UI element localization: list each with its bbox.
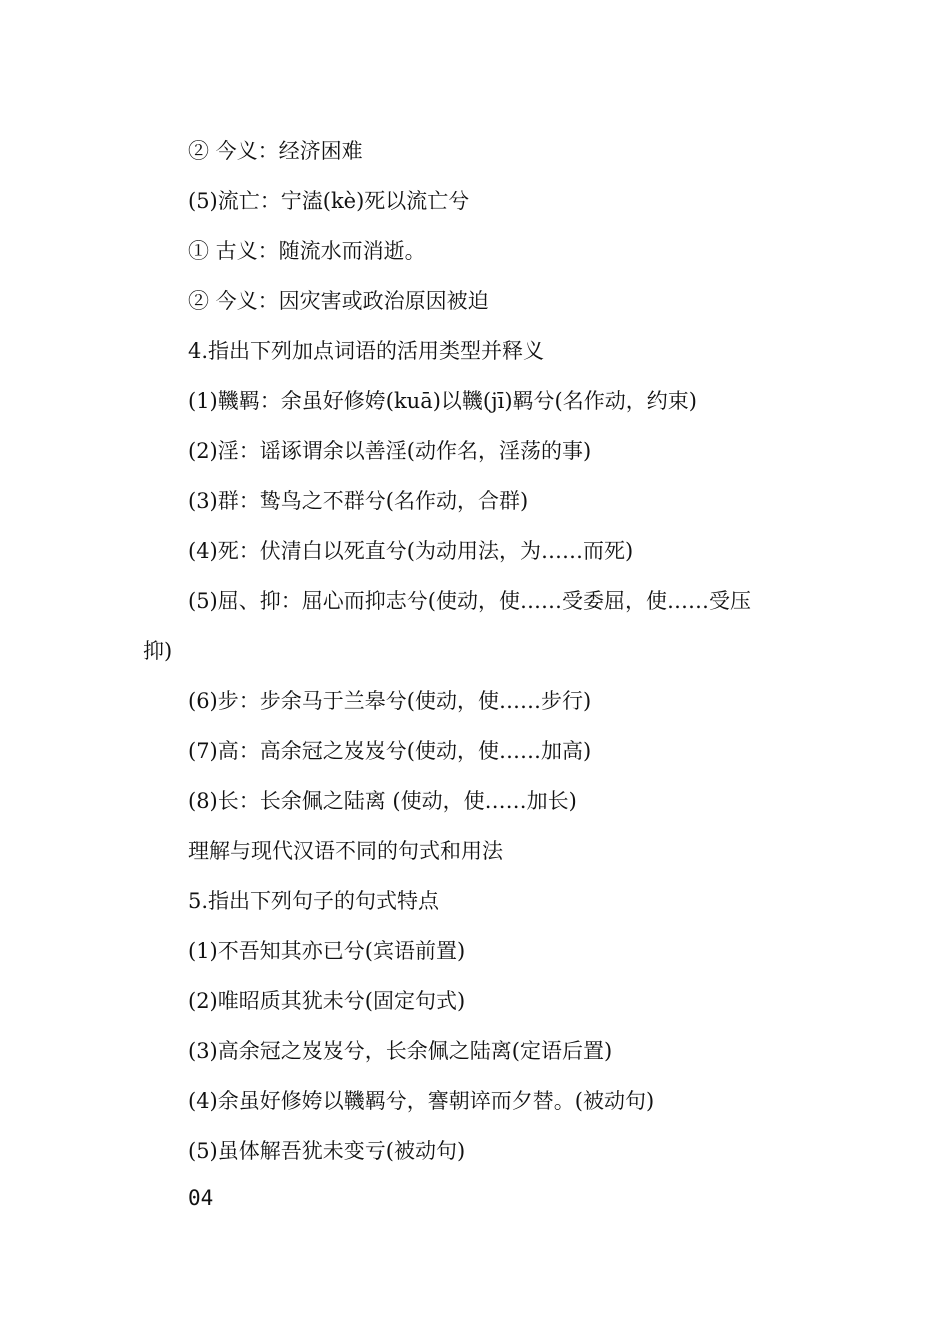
text-line: (5)虽体解吾犹未变亏(被动句) (188, 1139, 466, 1163)
text-line: (4)余虽好修姱以鞿羁兮，謇朝谇而夕替。(被动句) (188, 1089, 655, 1113)
text-line: (2)唯昭质其犹未兮(固定句式) (188, 989, 466, 1013)
section-heading: 理解与现代汉语不同的句式和用法 (188, 839, 503, 863)
text-line: ② 今义：经济困难 (188, 139, 363, 163)
text-line: (1)不吾知其亦已兮(宾语前置) (188, 939, 466, 963)
text-line: (7)高：高余冠之岌岌兮(使动，使……加高) (188, 739, 592, 763)
text-line: (1)鞿羁：余虽好修姱(kuā)以鞿(jī)羁兮(名作动，约束) (188, 389, 697, 413)
section-number: 04 (188, 1186, 214, 1210)
text-line: (2)淫：谣诼谓余以善淫(动作名，淫荡的事) (188, 439, 592, 463)
text-line: (6)步：步余马于兰皋兮(使动，使……步行) (188, 689, 592, 713)
text-line: (3)群：鸷鸟之不群兮(名作动，合群) (188, 489, 529, 513)
text-line: (8)长：长余佩之陆离 (使动，使……加长) (188, 789, 577, 813)
section-heading: 4.指出下列加点词语的活用类型并释义 (188, 339, 545, 363)
text-line: ① 古义：随流水而消逝。 (188, 239, 426, 263)
section-heading: 5.指出下列句子的句式特点 (188, 889, 440, 913)
text-line: (5)屈、抑：屈心而抑志兮(使动，使……受委屈，使……受压 (188, 589, 751, 613)
text-line: (4)死：伏清白以死直兮(为动用法，为……而死) (188, 539, 634, 563)
text-line-continued: 抑) (143, 639, 173, 663)
text-line: (5)流亡：宁溘(kè)死以流亡兮 (188, 189, 470, 213)
text-line: ② 今义：因灾害或政治原因被迫 (188, 289, 489, 313)
text-line: (3)高余冠之岌岌兮，长余佩之陆离(定语后置) (188, 1039, 613, 1063)
